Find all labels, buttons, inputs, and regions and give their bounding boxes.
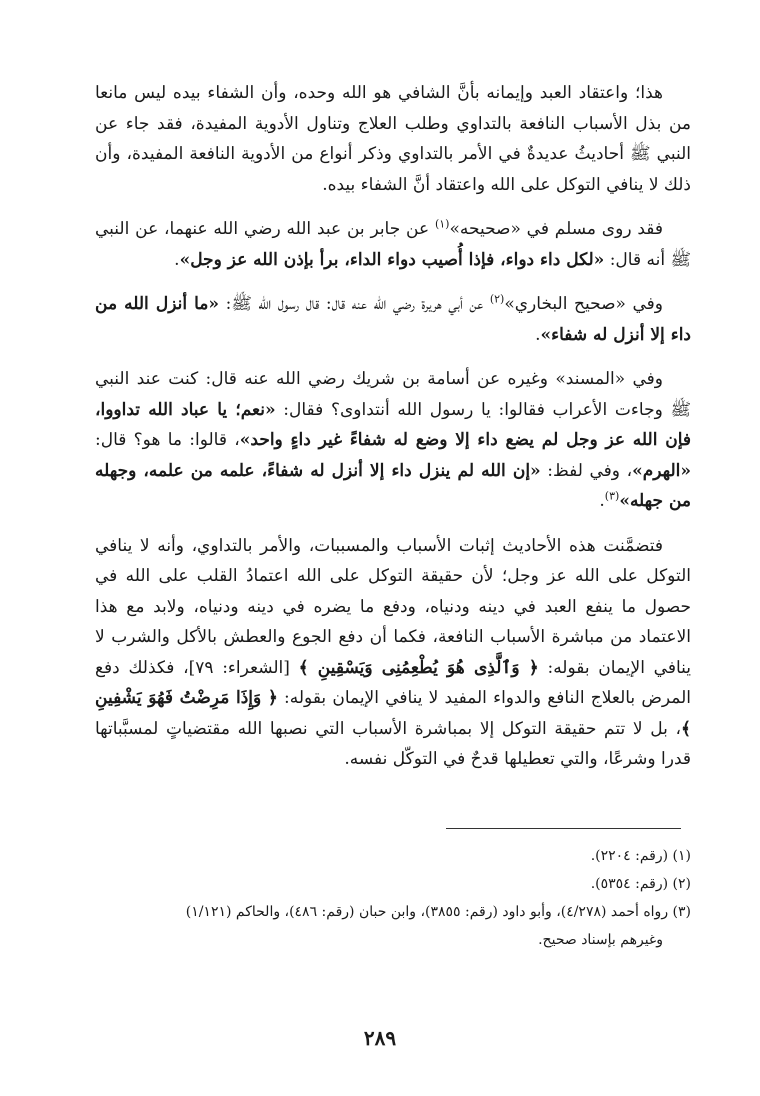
paragraph-5	[95, 531, 691, 775]
page-body	[95, 78, 691, 775]
paragraph-4	[95, 364, 691, 517]
footnote-ref-3: (٣)	[604, 489, 620, 503]
hadith-quote-4: «الهرم»	[632, 460, 691, 481]
hadith-quote-2: «ما أنزل الله من داء إلا أنزل له شفاء»	[95, 294, 691, 345]
paragraph-2-end: .	[174, 249, 180, 270]
paragraph-3-end: .	[535, 324, 541, 345]
paragraph-5-text-a: فتضمَّنت هذه الأحاديث إثبات الأسباب والمسببات، والأمر بالتداوي، وأنه لا ينافي التوكل على الله عز وجل؛ لأن حقيقة التوكل على الله اعتمادُ القلب على الله في حصول ما ينفع العبد في دينه ودنياه، ودفع ما يضره في دينه ودنياه، ولابد مع هذا الاعتماد من مباشرة الأسباب النافعة، فكما أن دفع الجوع والعطش بالأكل والشرب لا ينافي الإيمان بقوله:	[95, 535, 691, 678]
paragraph-4-end: .	[599, 491, 605, 511]
footnote-3: (٣) رواه أحمد (٤/٢٧٨)، وأبو داود (رقم: ٣٨٥٥)، وابن حبان (رقم: ٤٨٦)، والحاكم (١/١٢١)	[185, 904, 691, 920]
quran-verse-2: ﴿ وَإِذَا مَرِضْتُ فَهُوَ يَشْفِينِ ﴾	[95, 688, 691, 739]
paragraph-2-text-b: عن جابر بن عبد الله رضي الله عنهما، عن النبي ﷺ أنه قال:	[95, 219, 691, 270]
paragraph-3	[95, 289, 691, 350]
paragraph-4-text-b: ، قالوا: ما هو؟ قال:	[95, 430, 240, 450]
footnote-ref-1: (١)	[434, 217, 450, 231]
hadith-quote-3: «نعم؛ يا عباد الله تداووا، فإن الله عز وجل لم يضع داء إلا وضع له شفاءً غير داءٍ واحد»	[95, 399, 691, 450]
paragraph-1-text: هذا؛ واعتقاد العبد وإيمانه بأنَّ الشافي هو الله وحده، وأن الشفاء بيده ليس مانعا من بذل الأسباب النافعة بالتداوي وطلب العلاج وتناول الأدوية المفيدة، فقد جاء عن النبي ﷺ أحاديثُ عديدةٌ في الأمر بالتداوي وذكر أنواع من الأدوية النافعة المفيدة، وأن ذلك لا ينافي التوكل على الله واعتقاد أنَّ الشفاء بيده.	[95, 83, 691, 195]
footnote-ref-2: (٢)	[489, 292, 505, 306]
paragraph-2-text-a: فقد روى مسلم في «صحيحه»	[449, 219, 663, 239]
footnote-separator	[446, 828, 681, 829]
paragraph-4-text-a: وفي «المسند» وغيره عن أسامة بن شريك رضي الله عنه قال: كنت عند النبي ﷺ وجاءت الأعراب فقالوا: يا رسول الله أنتداوى؟ فقال:	[95, 369, 691, 420]
footnote-2: (٢) (رقم: ٥٣٥٤).	[590, 876, 691, 892]
hadith-quote-5: «إن الله لم ينزل داء إلا أنزل له شفاءً، علمه من علمه، وجهله من جهله»	[95, 460, 691, 511]
footnotes	[95, 842, 691, 954]
paragraph-5-text-b: [الشعراء: ٧٩]، فكذلك دفع المرض بالعلاج النافع والدواء المفيد لا ينافي الإيمان بقوله:	[95, 657, 691, 708]
footnote-1: (١) (رقم: ٢٢٠٤).	[590, 848, 691, 864]
paragraph-3-text-b: عن أبي هريرة رضي الله عنه قال: قال رسول الله ﷺ:	[219, 294, 490, 314]
page-number: ٢٨٩	[363, 1026, 397, 1050]
paragraph-3-text-a: وفي «صحيح البخاري»	[504, 294, 663, 314]
paragraph-1	[95, 78, 691, 200]
hadith-quote-1: «لكل داء دواء، فإذا أُصيب دواء الداء، برأ بإذن الله عز وجل»	[179, 249, 605, 270]
paragraph-4-text-c: ، وفي لفظ:	[540, 460, 633, 481]
footnote-3-continuation: وغيرهم بإسناد صحيح.	[538, 932, 663, 948]
paragraph-2	[95, 214, 691, 275]
quran-verse-1: ﴿ وَٱلَّذِى هُوَ يُطْعِمُنِى وَيَسْقِينِ ﴾	[298, 657, 539, 678]
paragraph-5-text-c: ، بل لا تتم حقيقة التوكل إلا بمباشرة الأسباب التي نصبها الله مقتضياتٍ لمسبَّباتها قدرا وشرعًا، والتي تعطيلها قدحٌ في التوكّل نفسه.	[95, 718, 691, 769]
